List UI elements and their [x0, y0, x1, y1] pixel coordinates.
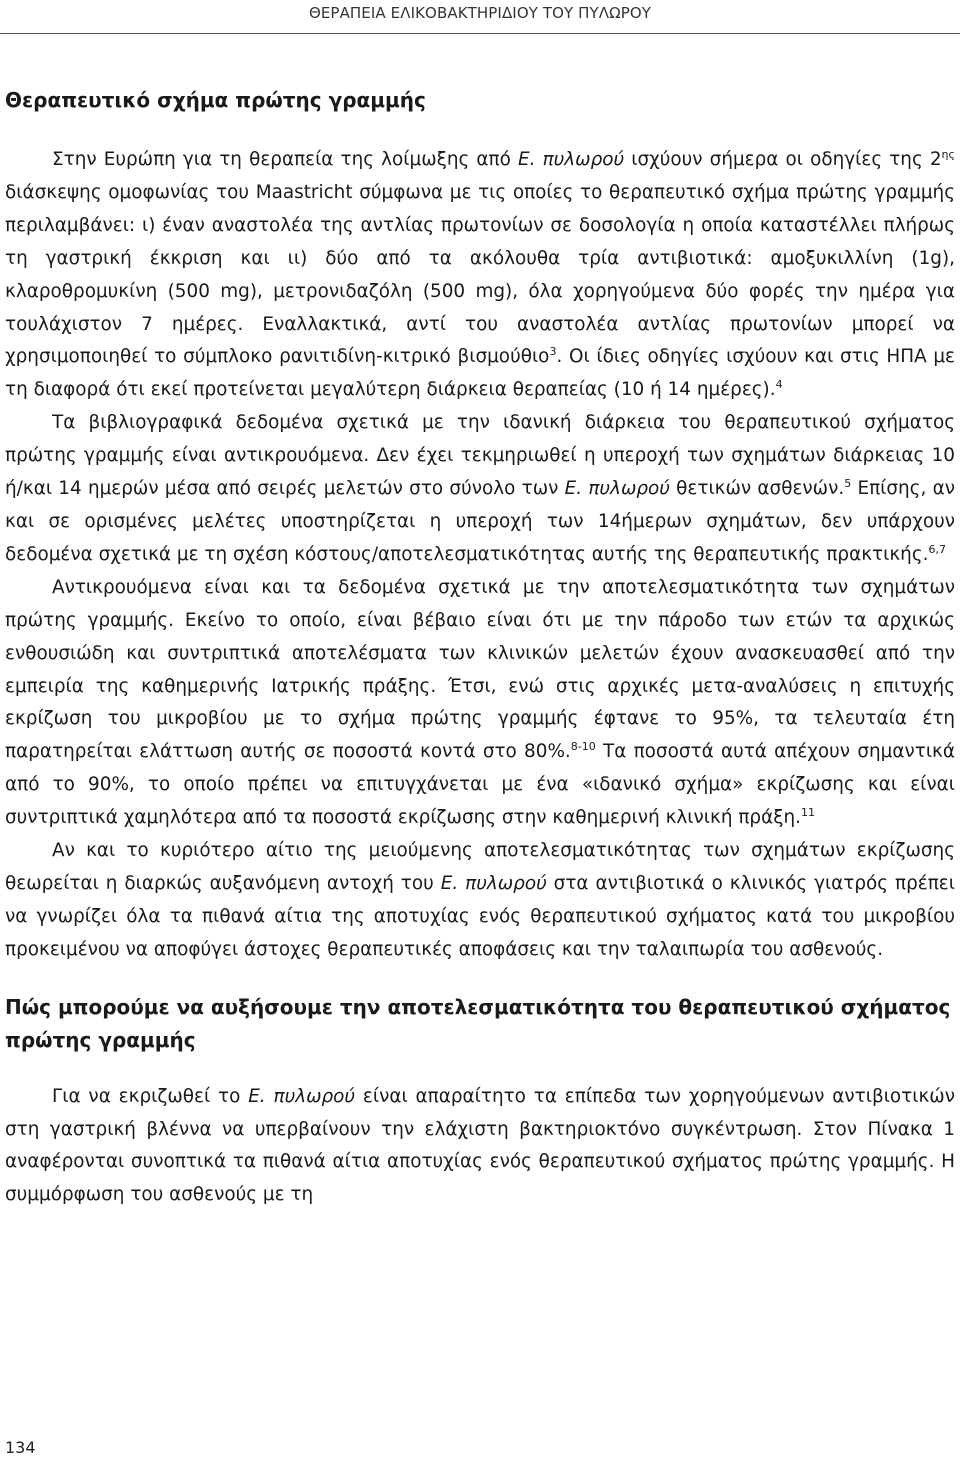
text: στα αντιβιοτικά ο κλινικός γιατρός πρέπει να γνωρίζει όλα τα πιθανά αίτια της αποτυχίας ενός θεραπευτικού σχήματος κατά του μικροβίου προκειμένου να αποφύγει άστοχες θεραπευτικές αποφάσεις και την ταλαιπωρία του ασθενούς.: [5, 872, 955, 960]
citation: 4: [775, 378, 783, 392]
text: Για να εκριζωθεί το: [52, 1085, 249, 1107]
italic-term: Ε. πυλωρού: [248, 1085, 356, 1107]
section-heading-improve: Πώς μπορούμε να αυξήσουμε την αποτελεσματικότητα του θεραπευτικού σχήματος πρώτης γραμμής: [5, 994, 951, 1052]
italic-term: Ε. πυλωρού: [564, 478, 670, 500]
text: Αντικρουόμενα είναι και τα δεδομένα σχετικά με την αποτελεσματικότητα των σχημάτων πρώτης γραμμής. Εκείνο το οποίο, είναι βέβαιο είναι ότι με την πάροδο των ετών τα αρχικώς ενθουσιώδη και συντριπτικά αποτελέσματα των κλινικών μελετών έχουν ανασκευασθεί από την εμπειρία της καθημερινής Ιατρικής πράξης. Έτσι, ενώ στις αρχικές μετα-αναλύσεις η επιτυχής εκρίζωση του μικροβίου με το σχήμα πρώτης γραμμής έφτανε το 95%, τα τελευταία έτη παρατηρείται ελάττωση αυτής σε ποσοστά κοντά στο 80%.: [5, 576, 955, 763]
italic-term: Ε. πυλωρού: [518, 149, 625, 170]
paragraph-resistance: [5, 835, 955, 967]
section-heading-first-line: Θεραπευτικό σχήμα πρώτης γραμμής: [5, 88, 426, 112]
paragraph-duration: [5, 407, 955, 572]
text: Αν και το κυριότερο αίτιο της μειούμενης αποτελεσματικότητας των σχημάτων εκρίζωσης θεωρείται η διαρκώς αυξανόμενη αντοχή του: [5, 840, 955, 894]
text: Τα ποσοστά αυτά απέχουν σημαντικά από το 90%, το οποίο πρέπει να επιτυγχάνεται με ένα «ιδανικό σχήμα» εκρίζωσης και είναι συντριπτικά χαμηλότερα από τα ποσοστά εκρίζωσης στην καθημερινή κλινική πράξη.: [5, 741, 956, 829]
page-body: [5, 84, 955, 1212]
text: είναι απαραίτητο τα επίπεδα των χορηγούμενων αντιβιοτικών στη γαστρική βλέννα να υπερβαίνουν την ελάχιστη βακτηριοκτόνο συγκέντρωση. Στον Πίνακα 1 αναφέρονται συνοπτικά τα πιθανά αίτια αποτυχίας ενός θεραπευτικού σχήματος πρώτης γραμμής. Η συμμόρφωση του ασθενούς με τη: [5, 1085, 955, 1206]
paragraph-eradication: [5, 1081, 955, 1213]
citation: 5: [844, 477, 852, 491]
text: Τα βιβλιογραφικά δεδομένα σχετικά με την ιδανική διάρκεια του θεραπευτικού σχήματος πρώτης γραμμής είναι αντικρουόμενα. Δεν έχει τεκμηριωθεί η υπεροχή των σχημάτων διάρκειας 10 ή/και 14 ημερών μέσα από σειρές μελετών στο σύνολο των: [5, 412, 955, 500]
citation: 6,7: [928, 542, 946, 556]
citation: 3: [549, 345, 557, 359]
page-number: 134: [5, 1438, 36, 1457]
paragraph-efficacy: [5, 572, 955, 835]
text: . Οι ίδιες οδηγίες ισχύουν και στις ΗΠΑ με τη διαφορά ότι εκεί προτείνεται μεγαλύτερη διάρκεια θεραπείας (10 ή 14 ημέρες).: [5, 346, 955, 401]
citation: 11: [801, 806, 815, 820]
text: διάσκεψης ομοφωνίας του Maastricht σύμφωνα με τις οποίες το θεραπευτικό σχήμα πρώτης γραμμής περιλαμβάνει: ι) έναν αναστολέα της αντλίας πρωτονίων σε δοσολογία η οποία καταστέλλει πλήρως τη γαστρική έκκριση και ιι) δύο από τα ακόλουθα τρία αντιβιοτικά: αμοξυκιλλίνη (1g), κλαροθρομυκίνη (500 mg), μετρονιδαζόλη (500 mg), όλα χορηγούμενα δύο φορές την ημέρα για τουλάχιστον 7 ημέρες. Εναλλακτικά, αντί του αναστολέα αντλίας πρωτονίων μπορεί να χρησιμοποιηθεί το σύμπλοκο ρανιτιδίνη-κιτρικό βισμούθιο: [5, 181, 955, 368]
header-rule: [0, 33, 960, 34]
text: ισχύουν σήμερα οι οδηγίες της 2: [624, 149, 942, 170]
text: Στην Ευρώπη για τη θεραπεία της λοίμωξης από: [52, 149, 518, 170]
citation: 8-10: [570, 740, 596, 754]
text: θετικών ασθενών.: [669, 478, 845, 500]
running-header: ΘΕΡΑΠΕΙΑ ΕΛΙΚΟΒΑΚΤΗΡΙΔΙΟΥ ΤΟΥ ΠΥΛΩΡΟΥ: [308, 4, 652, 22]
italic-term: Ε. πυλωρού: [440, 872, 547, 894]
paragraph-maastricht: [5, 144, 955, 407]
superscript: ης: [941, 148, 955, 161]
text: Επίσης, αν και σε ορισμένες μελέτες υποστηρίζεται η υπεροχή των 14ήμερων σχημάτων, δεν υπάρχουν δεδομένα σχετικά με τη σχέση κόστους/αποτελεσματικότητας αυτής της θεραπευτικής πρακτικής.: [5, 478, 955, 565]
